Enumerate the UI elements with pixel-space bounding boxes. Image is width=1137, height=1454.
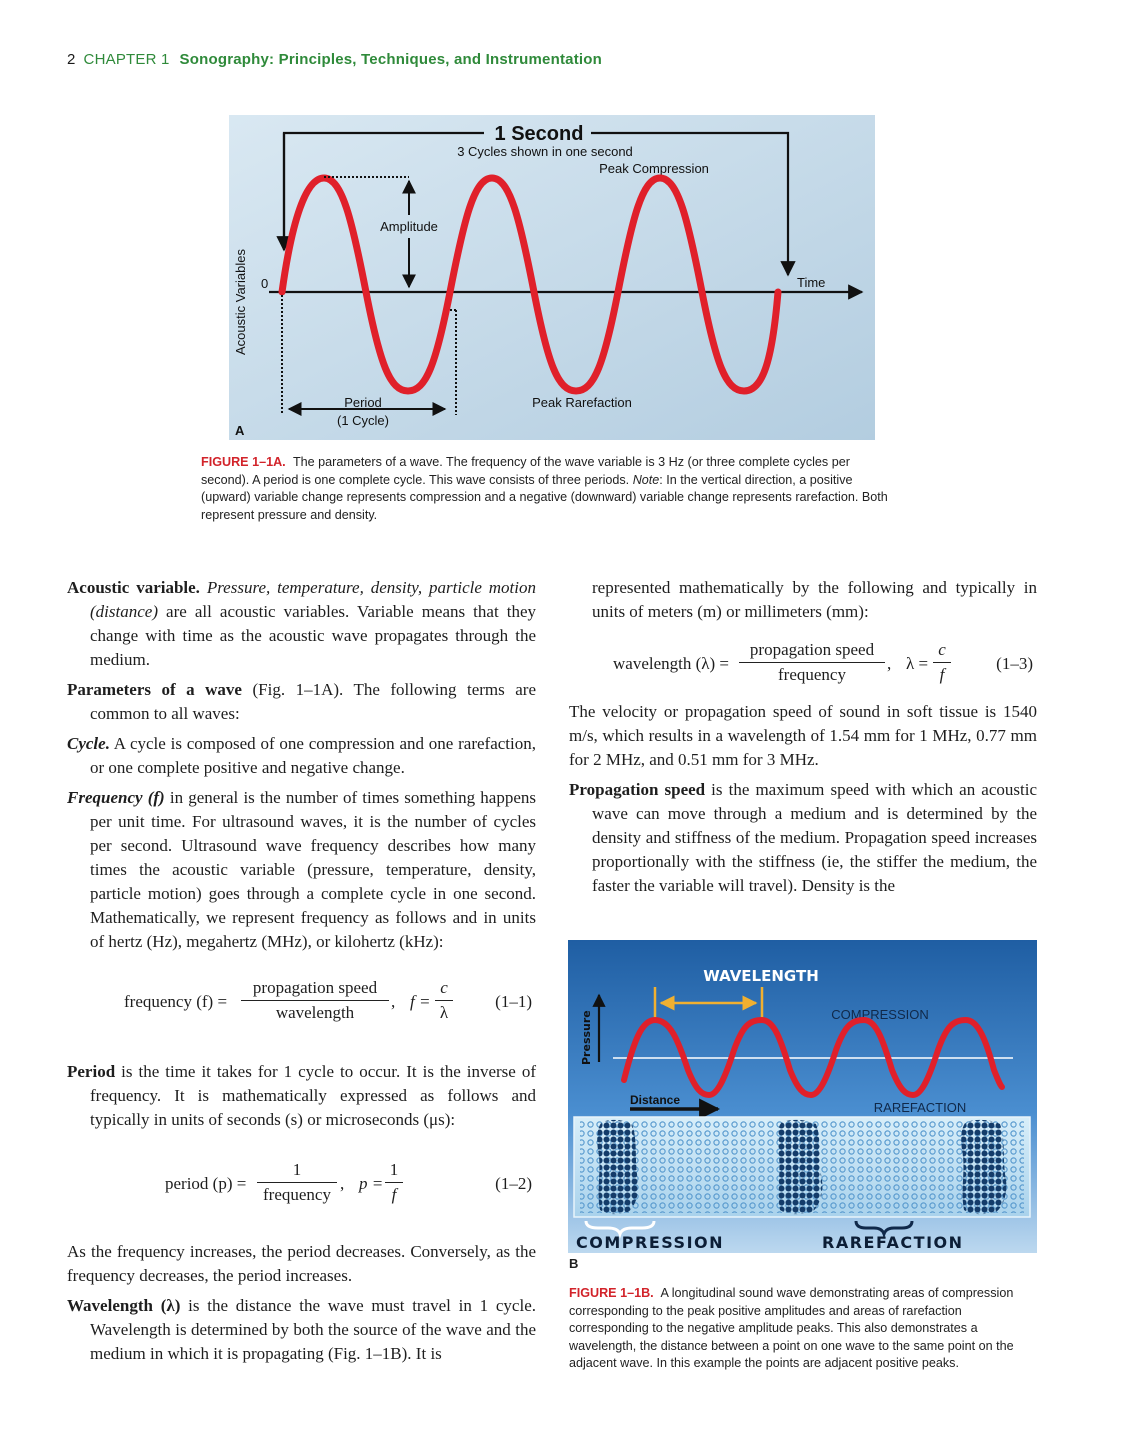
book-title: Sonography: Principles, Techniques, and Instrumentation <box>179 51 602 68</box>
eq3-short-denominator: f <box>939 665 945 684</box>
figure-a-background <box>229 115 875 440</box>
figure-1-1b-caption <box>569 1285 1039 1373</box>
figure-1-1a-caption <box>201 454 901 524</box>
para-acoustic-variable <box>67 576 536 672</box>
eq1-short-fraction <box>435 977 453 1024</box>
caption-b-label: FIGURE 1–1B. <box>569 1286 654 1300</box>
peak-compression-label: Peak Compression <box>599 161 709 176</box>
compression-label: COMPRESSION <box>831 1007 929 1022</box>
term-acoustic-variable: Acoustic variable. <box>67 578 200 597</box>
eq1-comma: , <box>391 992 396 1011</box>
term-frequency: Frequency (f) <box>67 788 165 807</box>
para-wavelength-cont: represented mathematically by the following and typically in units of meters (m) or millimeters (mm): <box>592 578 1037 621</box>
eq2-short-denominator: f <box>391 1185 397 1204</box>
para-cycle-text: A cycle is composed of one compression and one rarefaction, or one complete positive and negative change. <box>90 734 536 777</box>
wavelength-label: WAVELENGTH <box>703 967 819 985</box>
page-number: 2 <box>67 51 76 68</box>
figure-b-letter: B <box>569 1256 579 1271</box>
eq3-short-fraction <box>933 639 951 686</box>
eq2-denominator: frequency <box>263 1185 331 1204</box>
one-cycle-label: (1 Cycle) <box>336 413 390 428</box>
equation-1-3 <box>569 630 1037 700</box>
eq1-lhs: frequency (f) = <box>124 992 228 1011</box>
eq3-fraction <box>739 639 885 686</box>
term-parameters: Parameters of a wave <box>67 680 242 699</box>
eq3-numerator: propagation speed <box>739 639 885 663</box>
figure-1-1b <box>568 940 1037 1253</box>
para-acoustic-variable-text: are all acoustic variables. Variable means that they change with time as the acoustic wave propagates through the medium. <box>90 602 536 669</box>
eq2-lhs: period (p) = <box>165 1174 247 1193</box>
eq2-short-numerator: 1 <box>385 1159 403 1183</box>
running-header <box>67 51 602 68</box>
zero-label: 0 <box>261 276 269 291</box>
caption-a-text-1: The parameters of a wave. The frequency of the wave variable is 3 Hz (or three complete cycles per second). A period is one complete cycle. This wave consists of three periods. <box>201 455 850 487</box>
term-wavelength: Wavelength (λ) <box>67 1296 181 1315</box>
acoustic-variables-list: Pressure, temperature, density, particle motion (distance) <box>90 578 536 621</box>
period-label: Period <box>344 395 382 410</box>
para-propagation-speed <box>569 778 1037 898</box>
compression-cluster-1 <box>597 1120 638 1214</box>
equation-1-2 <box>67 1138 536 1222</box>
eq1-denominator: wavelength <box>275 1003 355 1022</box>
eq2-number: (1–2) <box>495 1174 532 1193</box>
para-frequency <box>67 786 536 954</box>
rarefaction-label: RAREFACTION <box>873 1100 967 1115</box>
para-parameters <box>67 678 536 726</box>
caption-a-label: FIGURE 1–1A. <box>201 455 286 469</box>
term-period: Period <box>67 1062 116 1081</box>
eq1-short-lhs: f = <box>410 992 431 1011</box>
equation-1-1 <box>67 960 536 1040</box>
para-frequency-text: in general is the number of times something happens per unit time. For ultrasound waves, it is the number of cycles per second. Ultrasound wave frequency describes how many times the acoustic variable (pressure, temperature, density, particle motion) goes through a complete cycle in one second. Mathematically, we represent frequency as follows and in units of hertz (Hz), megahertz (MHz), or kilohertz (kHz): <box>90 788 537 951</box>
amplitude-label: Amplitude <box>380 219 438 234</box>
right-column <box>569 576 1037 904</box>
caption-b-text: A longitudinal sound wave demonstrating areas of compression corresponding to the peak positive amplitudes and areas of rarefaction corresponding to the negative amplitude peaks. This also demonstrates a wavelength, the distance between a point on one wave to the same point on the adjacent wave. In this example the points are adjacent positive peaks. <box>569 1286 1014 1370</box>
peak-rarefaction-label: Peak Rarefaction <box>532 395 632 410</box>
left-column <box>67 576 536 1372</box>
eq2-fraction <box>257 1159 337 1206</box>
compression-cluster-3 <box>961 1120 1006 1214</box>
para-frequency-period: As the frequency increases, the period decreases. Conversely, as the frequency decreases, the period increases. <box>67 1242 536 1285</box>
para-wavelength-text: is the distance the wave must travel in 1 cycle. Wavelength is determined by both the source of the wave and the medium in which it is propagating (Fig. 1–1B). It is <box>90 1296 536 1363</box>
term-cycle: Cycle. <box>67 734 110 753</box>
chapter-label: CHAPTER 1 <box>83 51 170 68</box>
para-velocity: The velocity or propagation speed of sound in soft tissue is 1540 m/s, which results in a wavelength of 1.54 mm for 1 MHz, 0.77 mm for 2 MHz, and 0.51 mm for 3 MHz. <box>569 702 1037 769</box>
para-cycle <box>67 732 536 780</box>
para-period-text: is the time it takes for 1 cycle to occur. It is the inverse of frequency. It is mathematically expressed as follows and typically in units of seconds (s) or microseconds (μs): <box>90 1062 536 1129</box>
caption-a-text-2: : In the vertical direction, a positive (upward) variable change represents compression and a negative (downward) variable change represents rarefaction. Both represent pressure and density. <box>201 472 888 522</box>
eq3-comma: , <box>887 654 892 673</box>
eq2-numerator: 1 <box>257 1159 337 1183</box>
eq3-short-numerator: c <box>933 639 951 663</box>
caption-a-note: Note <box>632 472 660 487</box>
one-second-title: 1 Second <box>494 123 584 145</box>
para-propagation-speed-text: is the maximum speed with which an acoustic wave can move through a medium and is determined by the density and stiffness of the medium. Propagation speed increases proportionally with the stiffness (ie, the stiffer the medium, the faster the variable will travel). Density is the <box>592 780 1037 895</box>
eq3-denominator: frequency <box>778 665 846 684</box>
rarefaction-bottom-label: RAREFACTION <box>822 1233 964 1252</box>
eq1-numerator: propagation speed <box>241 977 389 1001</box>
eq2-comma: , <box>340 1174 345 1193</box>
acoustic-variables-label: Acoustic Variables <box>233 249 248 355</box>
compression-bottom-label: COMPRESSION <box>576 1233 725 1252</box>
eq3-lhs: wavelength (λ) = <box>613 654 730 673</box>
figure-a-letter: A <box>235 423 245 438</box>
eq1-fraction <box>241 977 389 1024</box>
eq2-short-fraction <box>385 1159 403 1206</box>
eq1-short-numerator: c <box>435 977 453 1001</box>
time-label: Time <box>797 275 826 290</box>
three-cycles-subtitle: 3 Cycles shown in one second <box>457 144 633 159</box>
term-propagation-speed: Propagation speed <box>569 780 706 799</box>
figure-1-1a <box>229 115 875 440</box>
para-period <box>67 1060 536 1132</box>
eq2-short-lhs: p = <box>359 1174 384 1193</box>
pressure-label: Pressure <box>580 1010 593 1065</box>
eq1-short-denominator: λ <box>439 1003 449 1022</box>
eq3-short-lhs: λ = <box>906 654 929 673</box>
compression-cluster-2 <box>777 1120 822 1214</box>
distance-label: Distance <box>630 1093 681 1107</box>
para-parameters-text: (Fig. 1–1A). The following terms are common to all waves: <box>90 680 536 723</box>
para-wavelength <box>67 1294 536 1366</box>
eq1-number: (1–1) <box>495 992 532 1011</box>
eq3-number: (1–3) <box>996 654 1033 673</box>
